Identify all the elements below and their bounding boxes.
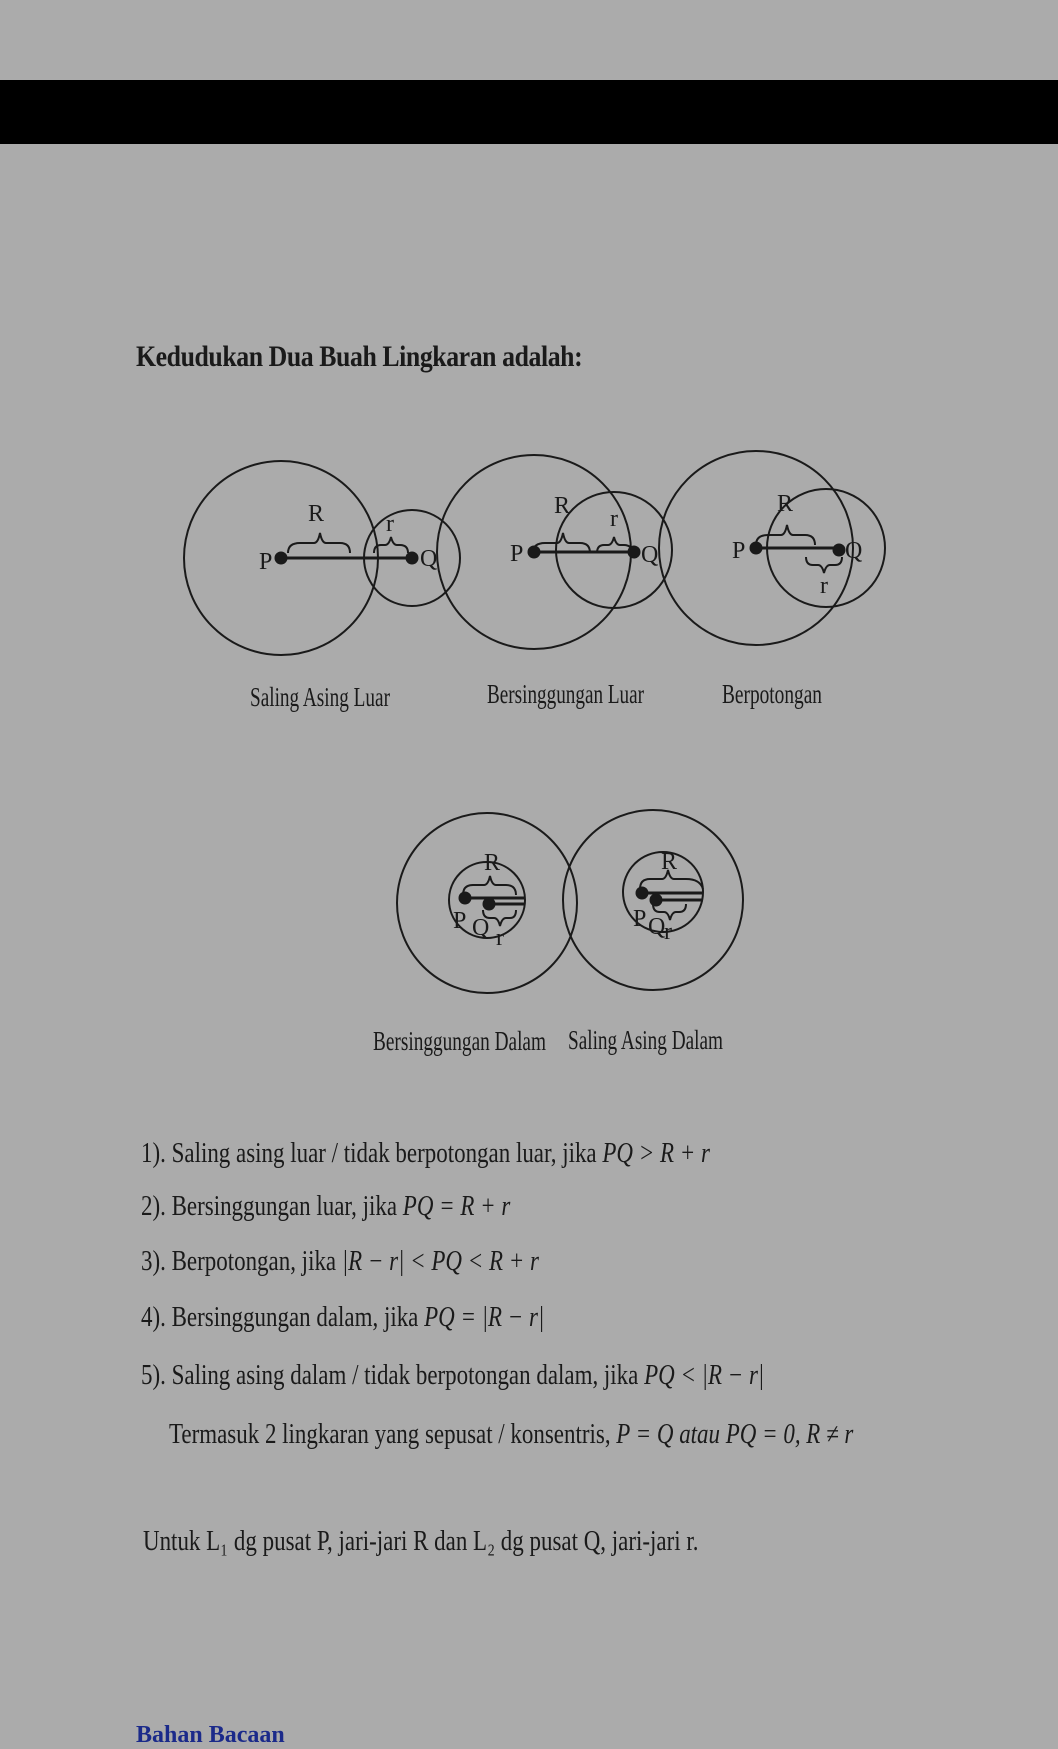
condition-2 — [141, 1191, 510, 1223]
center-p-5 — [637, 888, 647, 898]
condition-1 — [141, 1138, 710, 1170]
condition-4-text: 4). Bersinggungan dalam, jika — [141, 1302, 425, 1333]
label-r-small-3: r — [820, 573, 828, 599]
condition-1-text: 1). Saling asing luar / tidak berpotongan luar, jika — [141, 1138, 603, 1169]
condition-2-text: 2). Bersinggungan luar, jika — [141, 1191, 403, 1222]
label-p-3: P — [732, 538, 746, 564]
condition-3 — [141, 1246, 539, 1278]
label-p-2: P — [510, 541, 524, 567]
bahan-bacaan-heading: Bahan Bacaan — [136, 1722, 285, 1748]
label-r-small-5: r — [664, 919, 672, 945]
concentric-note-text: Termasuk 2 lingkaran yang sepusat / konsentris, — [169, 1419, 617, 1450]
caption-bersinggungan-luar: Bersinggungan Luar — [487, 679, 644, 709]
concentric-note-formula: P = Q atau PQ = 0, R ≠ r — [616, 1419, 854, 1450]
concentric-note — [169, 1419, 853, 1451]
label-r-big-1: R — [308, 501, 325, 527]
label-r-big-3: R — [777, 491, 794, 517]
caption-bersinggungan-dalam: Bersinggungan Dalam — [373, 1026, 546, 1056]
condition-2-formula: PQ = R + r — [402, 1191, 511, 1222]
center-q-4 — [484, 899, 494, 909]
label-p-4: P — [453, 908, 467, 934]
caption-saling-asing-dalam: Saling Asing Dalam — [568, 1025, 723, 1055]
center-p-1 — [276, 553, 286, 563]
center-q-2 — [629, 547, 639, 557]
center-p-3 — [751, 543, 761, 553]
condition-3-text: 3). Berpotongan, jika — [141, 1246, 342, 1277]
label-q-1: Q — [420, 546, 438, 572]
label-r-big-2: R — [554, 493, 571, 519]
condition-1-formula: PQ > R + r — [602, 1138, 710, 1169]
condition-4-formula: PQ = |R − r| — [424, 1302, 545, 1333]
center-q-5 — [651, 895, 661, 905]
label-r-small-4: r — [496, 925, 504, 951]
center-p-4 — [460, 893, 470, 903]
center-q-1 — [407, 553, 417, 563]
center-p-2 — [529, 547, 539, 557]
condition-4 — [141, 1302, 544, 1334]
label-q-4: Q — [472, 915, 490, 941]
label-q-5: Q — [648, 914, 666, 940]
caption-saling-asing-luar: Saling Asing Luar — [250, 682, 390, 712]
label-p-5: P — [633, 906, 647, 932]
caption-berpotongan: Berpotongan — [722, 679, 823, 709]
label-p-1: P — [259, 549, 273, 575]
label-q-3: Q — [845, 538, 863, 564]
condition-3-formula: |R − r| < PQ < R + r — [341, 1246, 539, 1277]
page-title: Kedudukan Dua Buah Lingkaran adalah: — [136, 340, 583, 373]
label-r-small-2: r — [610, 506, 618, 532]
label-r-big-4: R — [484, 850, 501, 876]
condition-5-formula: PQ < |R − r| — [644, 1360, 765, 1391]
label-q-2: Q — [641, 542, 659, 568]
condition-5-text: 5). Saling asing dalam / tidak berpotongan dalam, jika — [141, 1360, 645, 1391]
center-q-3 — [834, 545, 844, 555]
condition-5 — [141, 1360, 764, 1392]
definition-text: Untuk L₁ dg pusat P, jari-jari R dan L₂ dg pusat Q, jari-jari r. — [143, 1526, 699, 1557]
label-r-big-5: R — [661, 849, 678, 875]
label-r-small-1: r — [386, 511, 394, 537]
